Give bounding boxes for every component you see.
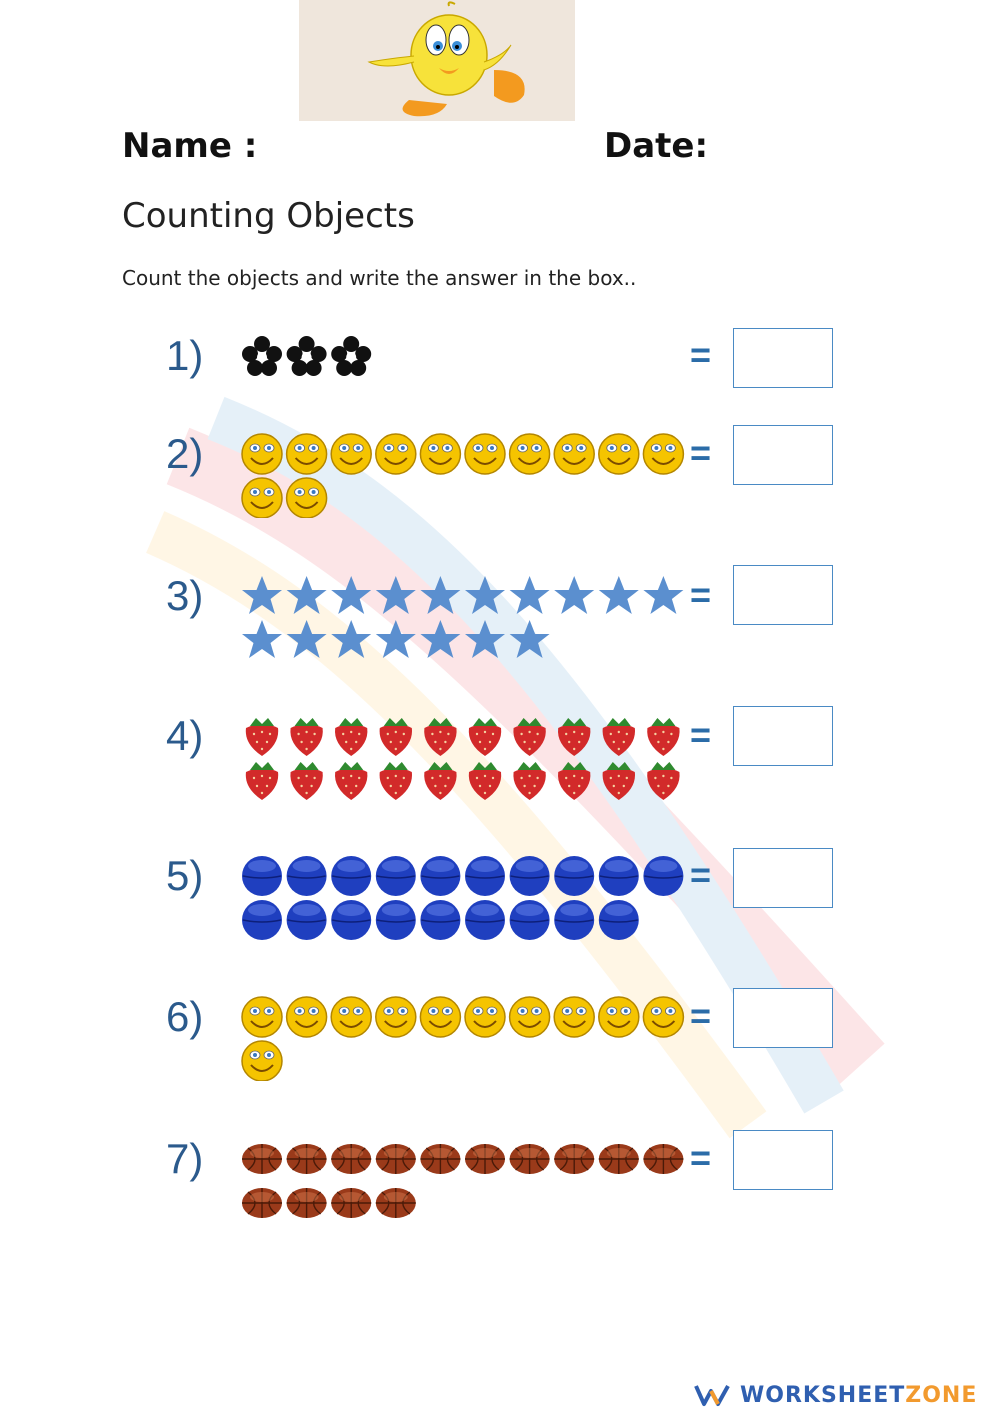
strawberry-icon bbox=[290, 718, 322, 756]
smiley-icon bbox=[465, 434, 505, 474]
answer-box[interactable] bbox=[733, 706, 833, 766]
strawberry-icon bbox=[603, 762, 635, 800]
object-group bbox=[240, 993, 700, 1081]
star-icon bbox=[376, 576, 416, 614]
answer-box[interactable] bbox=[733, 988, 833, 1048]
answer-box[interactable] bbox=[733, 328, 833, 388]
date-label: Date: bbox=[604, 126, 709, 166]
smiley-icon bbox=[465, 997, 505, 1037]
strawberry-icon bbox=[469, 762, 501, 800]
basketball-icon bbox=[287, 1188, 327, 1218]
worksheetzone-logo bbox=[694, 1378, 977, 1412]
smiley-icon bbox=[420, 997, 460, 1037]
ball-icon bbox=[643, 856, 683, 896]
smiley-icon bbox=[643, 997, 683, 1037]
equals-sign: = bbox=[690, 1137, 712, 1178]
objects-svg bbox=[240, 572, 700, 660]
problem-number: 1) bbox=[166, 332, 204, 379]
answer-box[interactable] bbox=[733, 565, 833, 625]
flower-icon bbox=[287, 336, 327, 376]
star-icon bbox=[420, 620, 460, 658]
star-icon bbox=[510, 576, 550, 614]
ball-icon bbox=[420, 856, 460, 896]
objects-svg bbox=[240, 332, 700, 376]
objects-svg bbox=[240, 430, 700, 518]
basketball-icon bbox=[554, 1144, 594, 1174]
star-icon bbox=[420, 576, 460, 614]
equals-sign: = bbox=[690, 574, 712, 615]
problem-number: 3) bbox=[166, 572, 204, 619]
smiley-icon bbox=[510, 434, 550, 474]
flower-icon bbox=[331, 336, 371, 376]
object-group bbox=[240, 712, 700, 800]
ball-icon bbox=[287, 856, 327, 896]
basketball-icon bbox=[643, 1144, 683, 1174]
smiley-icon bbox=[331, 434, 371, 474]
star-icon bbox=[331, 576, 371, 614]
strawberry-icon bbox=[647, 718, 679, 756]
instructions-text: Count the objects and write the answer in the box.. bbox=[122, 266, 637, 290]
smiley-icon bbox=[554, 997, 594, 1037]
object-group bbox=[240, 430, 700, 518]
basketball-icon bbox=[242, 1188, 282, 1218]
basketball-icon bbox=[465, 1144, 505, 1174]
equals-sign: = bbox=[690, 995, 712, 1036]
smiley-icon bbox=[643, 434, 683, 474]
star-icon bbox=[643, 576, 683, 614]
star-icon bbox=[287, 576, 327, 614]
object-group bbox=[240, 1135, 700, 1223]
problem-number: 4) bbox=[166, 712, 204, 759]
w-logo-icon bbox=[694, 1383, 732, 1407]
ball-icon bbox=[554, 856, 594, 896]
smiley-icon bbox=[242, 1041, 282, 1081]
equals-sign: = bbox=[690, 334, 712, 375]
answer-box[interactable] bbox=[733, 1130, 833, 1190]
ball-icon bbox=[376, 856, 416, 896]
equals-sign: = bbox=[690, 432, 712, 473]
basketball-icon bbox=[287, 1144, 327, 1174]
strawberry-icon bbox=[647, 762, 679, 800]
basketball-icon bbox=[376, 1144, 416, 1174]
basketball-icon bbox=[599, 1144, 639, 1174]
star-icon bbox=[465, 620, 505, 658]
ball-icon bbox=[510, 856, 550, 896]
problem-number: 6) bbox=[166, 993, 204, 1040]
smiley-icon bbox=[599, 997, 639, 1037]
object-group bbox=[240, 572, 700, 660]
strawberry-icon bbox=[603, 718, 635, 756]
star-icon bbox=[242, 620, 282, 658]
ball-icon bbox=[599, 900, 639, 940]
basketball-icon bbox=[331, 1144, 371, 1174]
problem-number: 7) bbox=[166, 1135, 204, 1182]
smiley-icon bbox=[242, 478, 282, 518]
objects-svg bbox=[240, 712, 700, 800]
strawberry-icon bbox=[558, 718, 590, 756]
star-icon bbox=[287, 620, 327, 658]
star-icon bbox=[331, 620, 371, 658]
strawberry-icon bbox=[558, 762, 590, 800]
answer-box[interactable] bbox=[733, 425, 833, 485]
flower-icon bbox=[242, 336, 282, 376]
strawberry-icon bbox=[380, 762, 412, 800]
smiley-icon bbox=[420, 434, 460, 474]
smiley-icon bbox=[242, 997, 282, 1037]
strawberry-icon bbox=[469, 718, 501, 756]
star-icon bbox=[510, 620, 550, 658]
smiley-icon bbox=[554, 434, 594, 474]
strawberry-icon bbox=[424, 718, 456, 756]
strawberry-icon bbox=[246, 718, 278, 756]
objects-svg bbox=[240, 852, 700, 940]
strawberry-icon bbox=[513, 718, 545, 756]
ball-icon bbox=[420, 900, 460, 940]
strawberry-icon bbox=[246, 762, 278, 800]
ball-icon bbox=[465, 856, 505, 896]
smiley-icon bbox=[599, 434, 639, 474]
ball-icon bbox=[510, 900, 550, 940]
ball-icon bbox=[465, 900, 505, 940]
star-icon bbox=[599, 576, 639, 614]
ball-icon bbox=[242, 856, 282, 896]
star-icon bbox=[376, 620, 416, 658]
objects-svg bbox=[240, 1135, 700, 1223]
smiley-icon bbox=[287, 478, 327, 518]
objects-svg bbox=[240, 993, 700, 1081]
name-label: Name : bbox=[122, 126, 258, 166]
object-group bbox=[240, 852, 700, 940]
ball-icon bbox=[242, 900, 282, 940]
star-icon bbox=[242, 576, 282, 614]
basketball-icon bbox=[376, 1188, 416, 1218]
equals-sign: = bbox=[690, 714, 712, 755]
problem-number: 2) bbox=[166, 430, 204, 477]
basketball-icon bbox=[510, 1144, 550, 1174]
equals-sign: = bbox=[690, 854, 712, 895]
basketball-icon bbox=[420, 1144, 460, 1174]
smiley-icon bbox=[510, 997, 550, 1037]
strawberry-icon bbox=[290, 762, 322, 800]
smiley-icon bbox=[376, 997, 416, 1037]
strawberry-icon bbox=[335, 762, 367, 800]
smiley-icon bbox=[376, 434, 416, 474]
ball-icon bbox=[599, 856, 639, 896]
page-title: Counting Objects bbox=[122, 196, 415, 236]
basketball-icon bbox=[331, 1188, 371, 1218]
star-icon bbox=[554, 576, 594, 614]
ball-icon bbox=[331, 900, 371, 940]
smiley-icon bbox=[287, 997, 327, 1037]
object-group bbox=[240, 332, 700, 376]
ball-icon bbox=[331, 856, 371, 896]
ball-icon bbox=[376, 900, 416, 940]
star-icon bbox=[465, 576, 505, 614]
ball-icon bbox=[287, 900, 327, 940]
smiley-icon bbox=[242, 434, 282, 474]
brand-part-1: WORKSHEET bbox=[740, 1382, 906, 1408]
strawberry-icon bbox=[335, 718, 367, 756]
strawberry-icon bbox=[380, 718, 412, 756]
problem-number: 5) bbox=[166, 852, 204, 899]
smiley-icon bbox=[331, 997, 371, 1037]
brand-part-2: ZONE bbox=[905, 1382, 978, 1408]
basketball-icon bbox=[242, 1144, 282, 1174]
smiley-icon bbox=[287, 434, 327, 474]
strawberry-icon bbox=[513, 762, 545, 800]
cartoon-bird-image bbox=[299, 0, 575, 121]
strawberry-icon bbox=[424, 762, 456, 800]
ball-icon bbox=[554, 900, 594, 940]
answer-box[interactable] bbox=[733, 848, 833, 908]
